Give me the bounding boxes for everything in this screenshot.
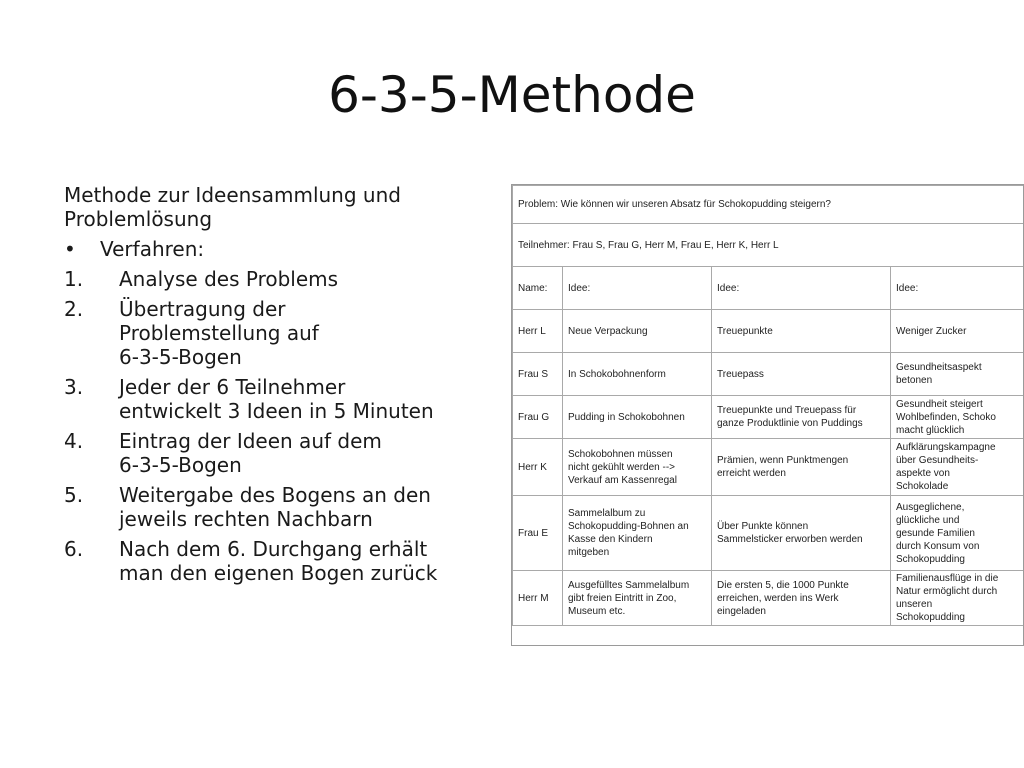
idea-line: Verkauf am Kassenregal [568,474,677,486]
participant-name: Frau E [513,496,563,571]
step-text [119,267,496,291]
participants-row [513,224,1024,267]
idea-line: betonen [896,375,933,386]
step-text [119,297,496,369]
participant-name: Herr K [513,439,563,496]
idea-cell [712,496,891,571]
idea-cell [563,310,712,353]
step-line: jeweils rechten Nachbarn [119,507,373,531]
step-line: Problemstellung auf [119,321,319,345]
step-number: 5. [64,483,84,507]
idea-line: Sammelalbum zu [568,508,646,519]
idea-line: Weniger Zucker [896,325,967,337]
idea-cell [891,353,1024,396]
participant-row [513,571,1024,626]
idea-cell [712,439,891,496]
step-line: 6-3-5-Bogen [119,453,242,477]
participant-row [513,396,1024,439]
step-line: Eintrag der Ideen auf dem [119,429,382,453]
idea-line: Gesundheit steigert [896,398,983,410]
idea-cell [712,571,891,626]
participant-row [513,353,1024,396]
idea-cell [712,353,891,396]
idea-cell [563,439,712,496]
idea-line: eingeladen [717,605,766,617]
header-idea-1: Idee: [563,267,712,310]
step-text [119,375,496,423]
idea-line: Ausgeglichene, [896,501,965,513]
step-line: Analyse des Problems [119,267,339,291]
idea-line: Treuepunkte und Treuepass für [717,405,857,416]
idea-cell [891,396,1024,439]
step-text [119,429,496,477]
step-line: Übertragung der [119,297,286,321]
idea-line: mitgeben [568,547,610,558]
idea-cell [891,571,1024,626]
step-line: Nach dem 6. Durchgang erhält [119,537,428,561]
steps-list [64,267,496,585]
step-item [64,267,496,291]
idea-line: Aufklärungskampagne [896,442,996,453]
step-line: Weitergabe des Bogens an den [119,483,431,507]
idea-line: nicht gekühlt werden --> [568,461,676,473]
idea-line: unseren [896,599,933,610]
idea-line: durch Konsum von [896,540,980,552]
participant-name: Herr M [513,571,563,626]
header-row [513,267,1024,310]
idea-line: Treuepass [717,368,764,380]
step-item [64,429,496,477]
slide-body [64,183,496,591]
step-item [64,483,496,531]
idea-line: Schokopudding [896,553,965,565]
slide-title: 6-3-5-Methode [328,66,696,124]
idea-line: Prämien, wenn Punktmengen [717,455,849,466]
idea-line: ganze Produktlinie von Puddings [717,418,863,429]
header-idea-2: Idee: [712,267,891,310]
idea-line: In Schokobohnenform [568,368,666,380]
step-line: 6-3-5-Bogen [119,345,242,369]
bullet-text: Verfahren: [100,237,205,261]
step-number: 4. [64,429,84,453]
idea-line: Wohlbefinden, Schoko [896,411,996,423]
idea-line: Schokolade [896,481,949,492]
bullet-item [64,237,496,261]
step-text [119,537,496,585]
idea-line: Schokobohnen müssen [568,448,673,460]
idea-line: glückliche und [896,514,960,526]
idea-line: Museum etc. [568,605,626,617]
idea-line: Die ersten 5, die 1000 Punkte [717,579,849,591]
step-line: entwickelt 3 Ideen in 5 Minuten [119,399,434,423]
idea-line: Natur ermöglicht durch [896,586,998,597]
idea-line: Treuepunkte [717,325,773,337]
idea-line: Über Punkte können [717,521,809,532]
idea-cell [891,310,1024,353]
step-number: 2. [64,297,84,321]
idea-cell [563,396,712,439]
step-number: 6. [64,537,84,561]
step-text [119,483,496,531]
idea-cell [563,571,712,626]
635-table [512,185,1024,626]
idea-cell [891,496,1024,571]
participant-name: Frau S [513,353,563,396]
idea-line: erreicht werden [717,468,786,479]
participants-cell: Teilnehmer: Frau S, Frau G, Herr M, Frau E, Herr K, Herr L [513,224,1024,267]
idea-cell [563,353,712,396]
idea-line: Ausgefülltes Sammelalbum [568,579,690,591]
participant-row [513,496,1024,571]
step-line: Jeder der 6 Teilnehmer [119,375,346,399]
step-item [64,297,496,369]
idea-cell [563,496,712,571]
idea-line: Gesundheitsaspekt [896,362,982,373]
idea-line: Schokopudding-Bohnen an [568,521,689,532]
step-item [64,375,496,423]
idea-line: Schokopudding [896,612,965,623]
intro-text: Methode zur Ideensammlung und Problemlösung [64,183,401,231]
participant-name: Frau G [513,396,563,439]
idea-line: erreichen, werden ins Werk [717,592,839,604]
idea-line: über Gesundheits- [896,455,979,466]
idea-cell [712,396,891,439]
participant-row [513,439,1024,496]
bullet-marker: • [64,237,76,261]
idea-cell [891,439,1024,496]
idea-line: Kasse den Kindern [568,534,653,545]
problem-row [513,186,1024,224]
step-item [64,537,496,585]
idea-line: Familienausflüge in die [896,573,999,584]
problem-cell: Problem: Wie können wir unseren Absatz für Schokopudding steigern? [513,186,1024,224]
step-number: 3. [64,375,84,399]
participant-name: Herr L [513,310,563,353]
idea-line: macht glücklich [896,424,965,436]
idea-line: Pudding in Schokobohnen [568,411,685,423]
635-sheet [511,184,1024,646]
step-line: man den eigenen Bogen zurück [119,561,438,585]
header-name: Name: [513,267,563,310]
idea-line: gesunde Familien [896,527,975,539]
idea-line: Sammelsticker erworben werden [717,534,863,545]
idea-line: gibt freien Eintritt in Zoo, [568,592,677,604]
participant-row [513,310,1024,353]
idea-line: aspekte von [896,468,950,479]
header-idea-3: Idee: [891,267,1024,310]
idea-cell [712,310,891,353]
idea-line: Neue Verpackung [568,325,648,337]
step-number: 1. [64,267,84,291]
